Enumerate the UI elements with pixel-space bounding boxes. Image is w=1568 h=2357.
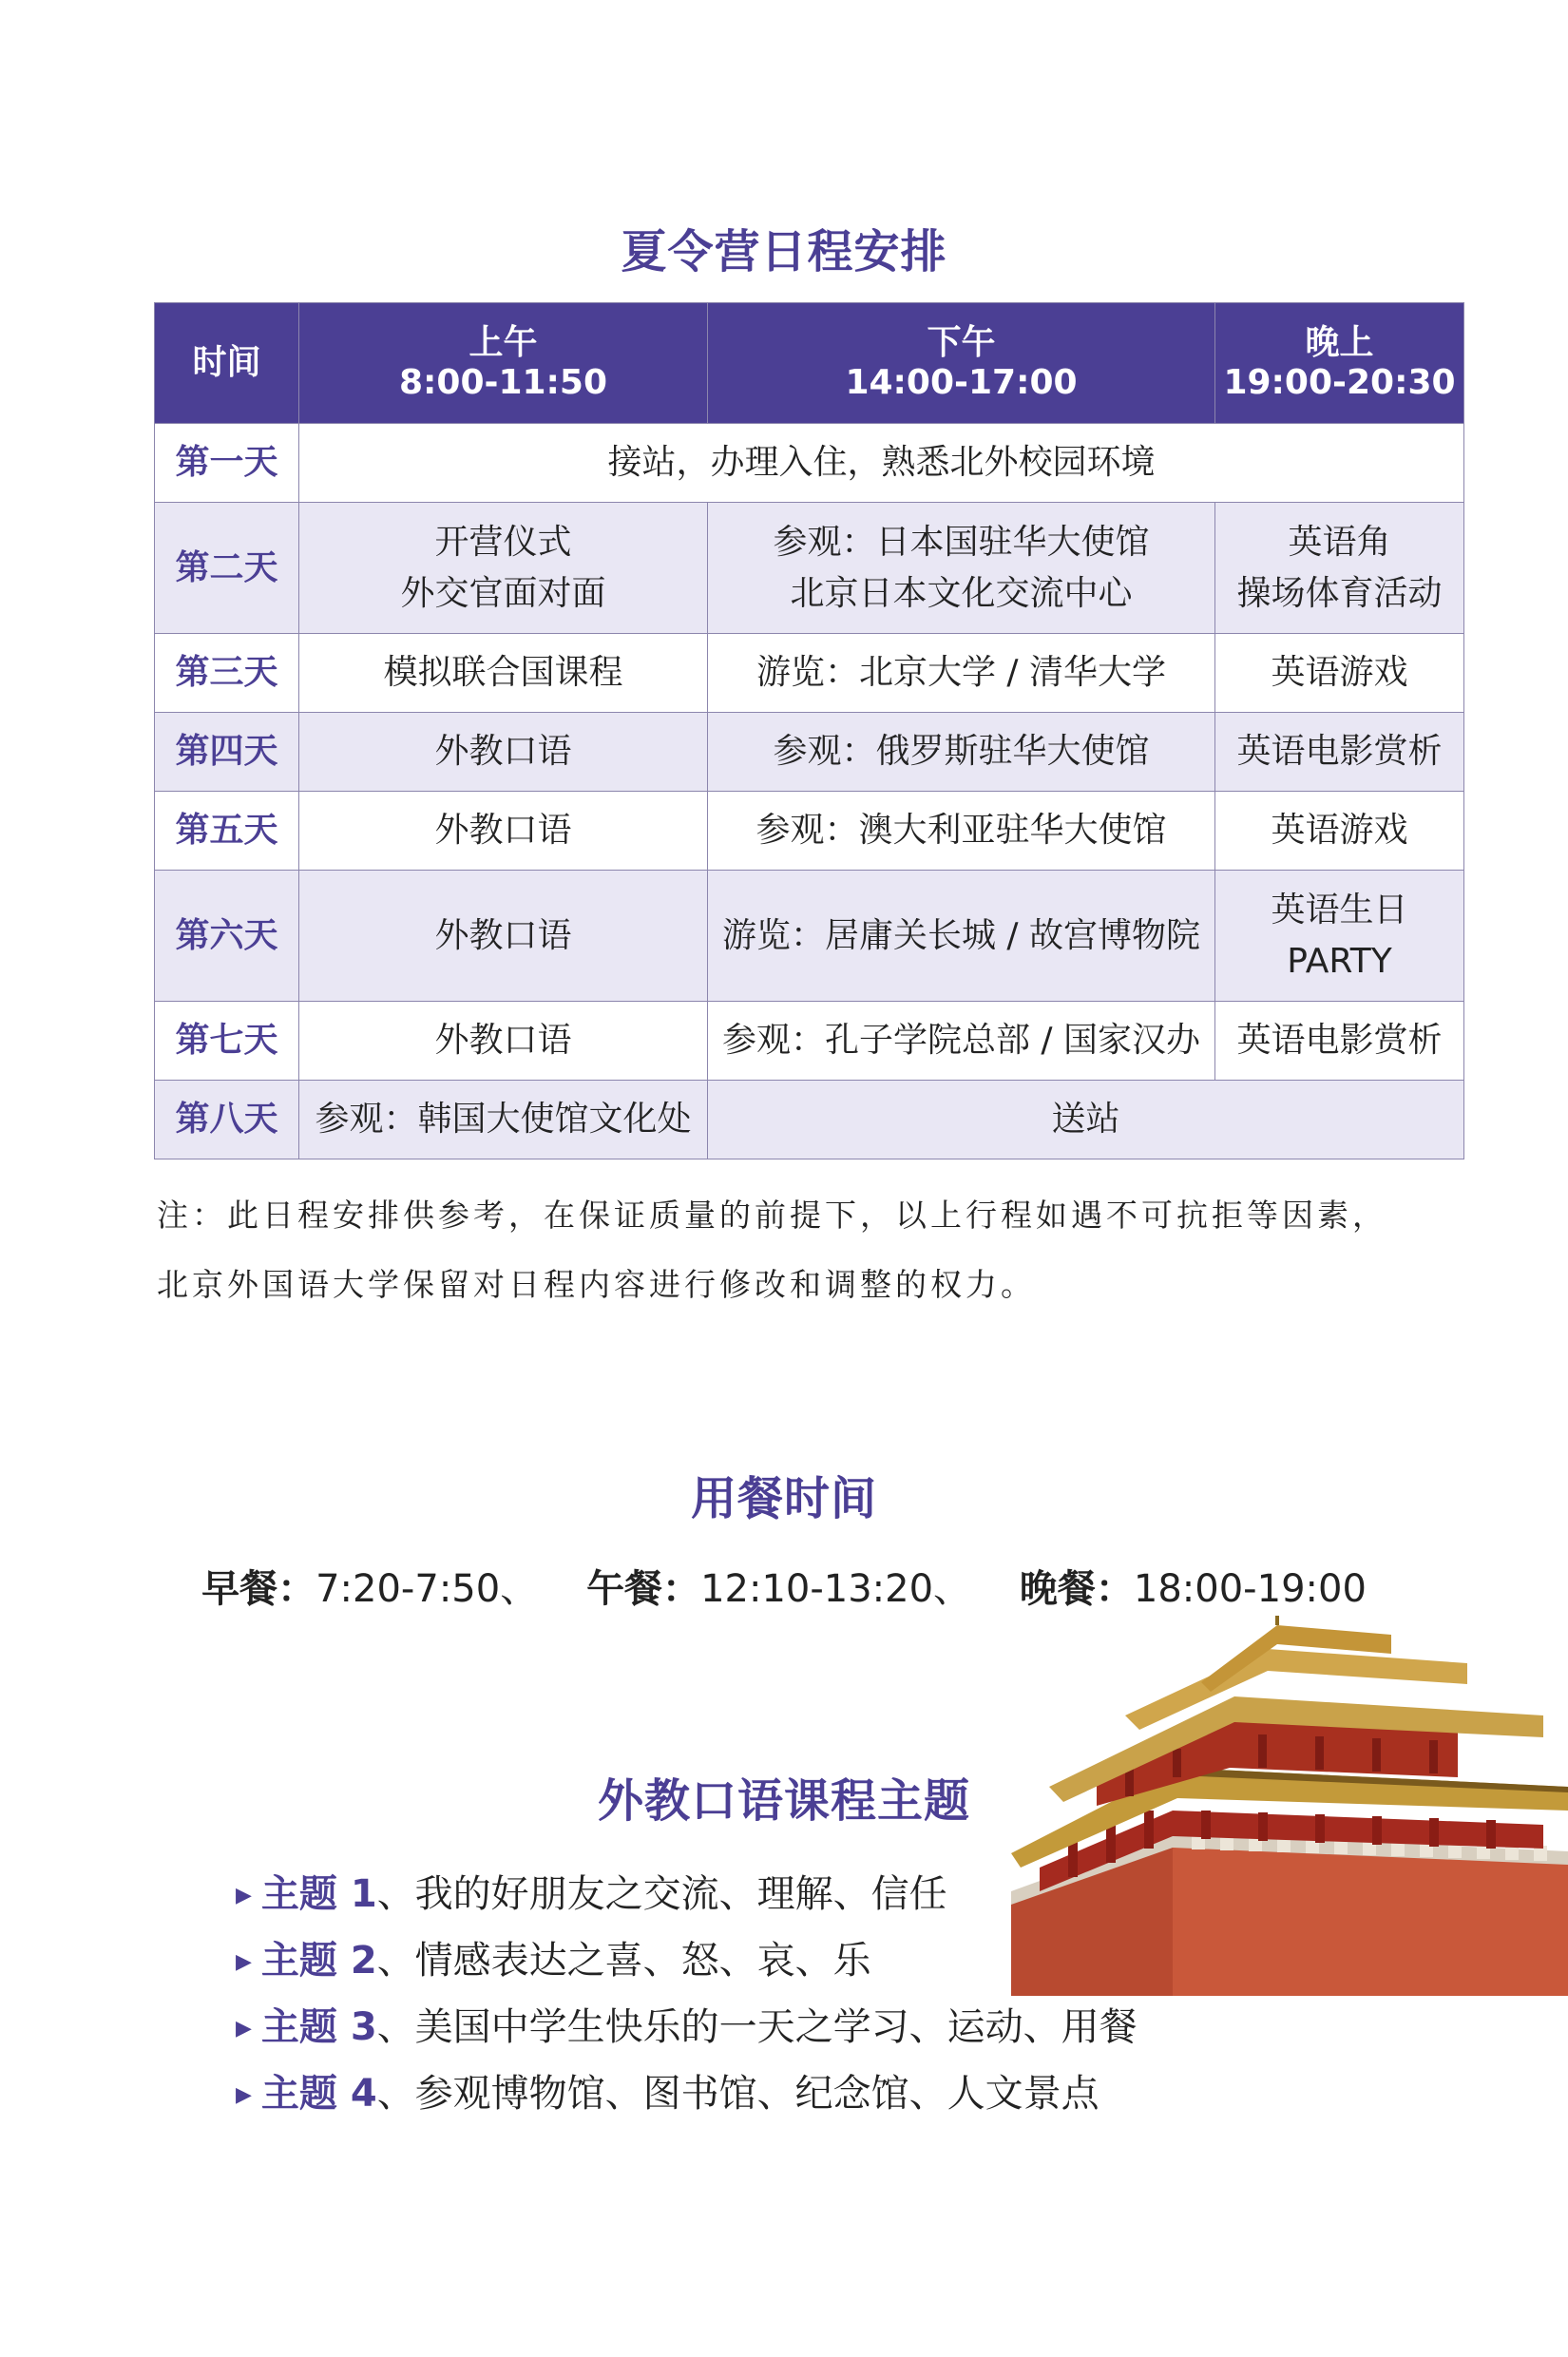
- topic-label: 主题 1: [260, 1872, 377, 1916]
- morning-cell: 外教口语: [299, 713, 708, 792]
- triangle-bullet-icon: ▶: [236, 1950, 252, 1974]
- dinner-time: 18:00-19:00: [1133, 1567, 1367, 1611]
- activity-line: 操场体育活动: [1236, 573, 1443, 613]
- day-cell: 第五天: [155, 792, 299, 871]
- morning-cell: [299, 503, 708, 634]
- schedule-note-line1: 注：此日程安排供参考，在保证质量的前提下，以上行程如遇不可抗拒等因素，: [157, 1197, 1387, 1234]
- list-item: [236, 2060, 1138, 2127]
- evening-cell: 英语游戏: [1215, 634, 1464, 713]
- afternoon-cell: 游览：北京大学 / 清华大学: [708, 634, 1215, 713]
- header-morning-label: 上午: [468, 323, 538, 362]
- activity-line: PARTY: [1287, 941, 1392, 981]
- morning-cell: 参观：韩国大使馆文化处: [299, 1081, 708, 1159]
- header-evening-time: 19:00-20:30: [1223, 363, 1456, 402]
- table-row: [155, 1002, 1464, 1081]
- table-row: [155, 634, 1464, 713]
- header-afternoon-time: 14:00-17:00: [845, 363, 1078, 402]
- day-cell: 第一天: [155, 424, 299, 503]
- activity-line: 参观：日本国驻华大使馆: [773, 522, 1150, 562]
- schedule-table: [154, 302, 1464, 1159]
- lunch-time: 12:10-13:20、: [700, 1567, 972, 1611]
- topic-text: 、情感表达之喜、怒、哀、乐: [376, 1939, 871, 1983]
- afternoon-cell: 参观：俄罗斯驻华大使馆: [708, 713, 1215, 792]
- activity-line: 北京日本文化交流中心: [790, 573, 1133, 613]
- evening-cell: 英语电影赏析: [1215, 1002, 1464, 1081]
- triangle-bullet-icon: ▶: [236, 2017, 252, 2041]
- header-morning: [299, 303, 708, 424]
- list-item: [236, 1861, 1138, 1927]
- schedule-title: 夏令营日程安排: [621, 225, 947, 278]
- day-cell: 第八天: [155, 1081, 299, 1159]
- day-cell: 第三天: [155, 634, 299, 713]
- activity-line: 开营仪式: [434, 522, 572, 562]
- day-cell: 第二天: [155, 503, 299, 634]
- breakfast-label: 早餐：: [201, 1567, 316, 1611]
- header-afternoon: [708, 303, 1215, 424]
- evening-cell: 英语游戏: [1215, 792, 1464, 871]
- meals-title: 用餐时间: [690, 1472, 877, 1525]
- afternoon-cell: 参观：孔子学院总部 / 国家汉办: [708, 1002, 1215, 1081]
- topics-title: 外教口语课程主题: [597, 1774, 970, 1828]
- activity-line: 外交官面对面: [400, 573, 606, 613]
- header-evening: [1215, 303, 1464, 424]
- topic-label: 主题 3: [260, 2005, 377, 2049]
- evening-cell: 英语电影赏析: [1215, 713, 1464, 792]
- table-row: [155, 792, 1464, 871]
- breakfast-time: 7:20-7:50、: [316, 1567, 539, 1611]
- day-cell: 第六天: [155, 871, 299, 1002]
- triangle-bullet-icon: ▶: [236, 1884, 252, 1907]
- topic-label: 主题 4: [260, 2072, 377, 2116]
- activity-cell: 接站，办理入住，熟悉北外校园环境: [299, 424, 1464, 503]
- dinner-label: 晚餐：: [1019, 1567, 1134, 1611]
- day-cell: 第四天: [155, 713, 299, 792]
- header-morning-time: 8:00-11:50: [398, 363, 608, 402]
- afternoon-evening-cell: 送站: [708, 1081, 1464, 1159]
- meal-times: [0, 1559, 1568, 1613]
- topic-list: [236, 1861, 1138, 2127]
- header-time: 时间: [155, 303, 299, 424]
- list-item: [236, 1994, 1138, 2060]
- afternoon-cell: [708, 503, 1215, 634]
- header-afternoon-label: 下午: [927, 323, 996, 362]
- afternoon-cell: 参观：澳大利亚驻华大使馆: [708, 792, 1215, 871]
- table-row: [155, 424, 1464, 503]
- lunch-label: 午餐：: [586, 1567, 701, 1611]
- table-row: [155, 871, 1464, 1002]
- activity-line: 英语角: [1288, 522, 1391, 562]
- afternoon-cell: 游览：居庸关长城 / 故宫博物院: [708, 871, 1215, 1002]
- table-header-row: [155, 303, 1464, 424]
- activity-line: 英语生日: [1271, 890, 1408, 929]
- morning-cell: 外教口语: [299, 1002, 708, 1081]
- triangle-bullet-icon: ▶: [236, 2083, 252, 2107]
- evening-cell: [1215, 503, 1464, 634]
- morning-cell: 外教口语: [299, 871, 708, 1002]
- list-item: [236, 1927, 1138, 1994]
- morning-cell: 外教口语: [299, 792, 708, 871]
- schedule-note-line2: 北京外国语大学保留对日程内容进行修改和调整的权力。: [157, 1266, 1036, 1303]
- header-evening-label: 晚上: [1305, 323, 1374, 362]
- topic-text: 、参观博物馆、图书馆、纪念馆、人文景点: [376, 2072, 1100, 2116]
- day-cell: 第七天: [155, 1002, 299, 1081]
- table-row: [155, 713, 1464, 792]
- topic-label: 主题 2: [260, 1939, 377, 1983]
- topic-text: 、美国中学生快乐的一天之学习、运动、用餐: [376, 2005, 1138, 2049]
- topic-text: 、我的好朋友之交流、理解、信任: [376, 1872, 947, 1916]
- evening-cell: [1215, 871, 1464, 1002]
- morning-cell: 模拟联合国课程: [299, 634, 708, 713]
- table-row: [155, 503, 1464, 634]
- table-row: [155, 1081, 1464, 1159]
